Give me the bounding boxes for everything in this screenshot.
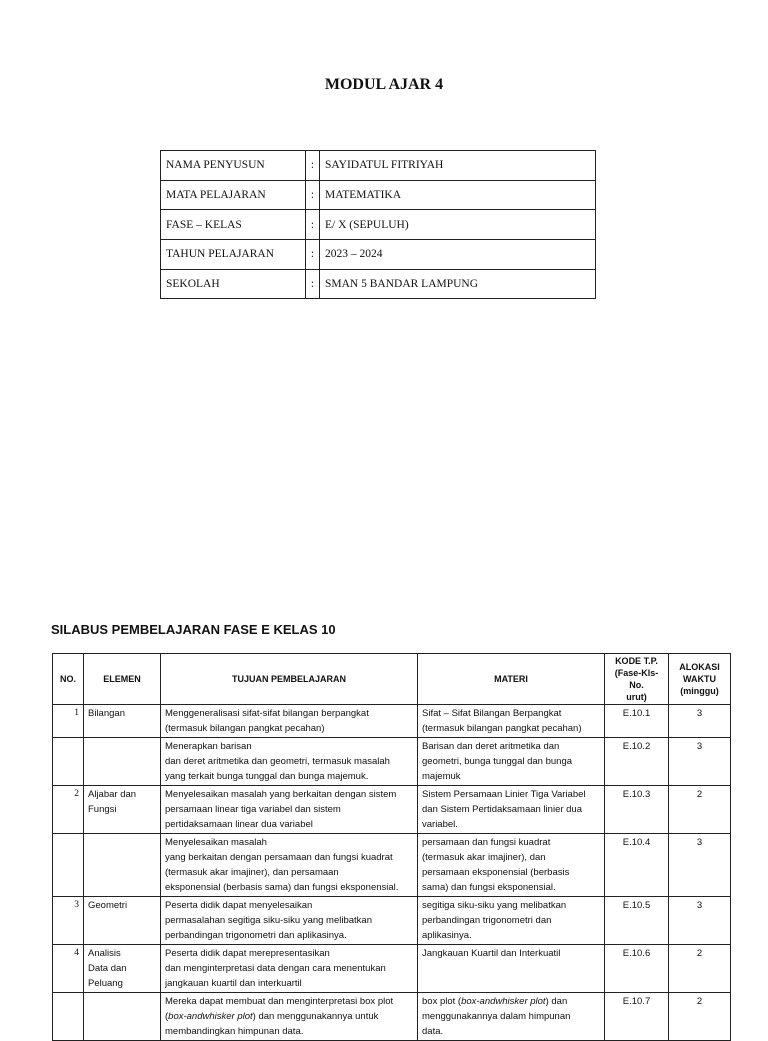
- row-tujuan: Menerapkan barisan dan deret aritmetika dan geometri, termasuk masalah yang terkait bunga tunggal dan bunga majemuk.: [161, 738, 418, 786]
- info-label: NAMA PENYUSUN: [161, 151, 306, 181]
- tujuan-text: Mereka dapat membuat dan menginterpretasi box plot (: [165, 996, 394, 1022]
- table-row: [53, 705, 731, 738]
- row-no: 3: [53, 897, 84, 945]
- info-label: SEKOLAH: [161, 269, 306, 299]
- row-alokasi: 2: [669, 945, 731, 993]
- info-row: [161, 180, 596, 210]
- row-elemen: Analisis Data dan Peluang: [84, 945, 161, 993]
- row-elemen: [84, 834, 161, 897]
- row-materi: Sifat – Sifat Bilangan Berpangkat (termasuk bilangan pangkat pecahan): [418, 705, 605, 738]
- row-kode: E.10.4: [605, 834, 669, 897]
- row-materi: [418, 993, 605, 1041]
- info-row: [161, 240, 596, 270]
- row-kode: E.10.6: [605, 945, 669, 993]
- syllabus-header-row: [53, 654, 731, 705]
- row-materi: segitiga siku-siku yang melibatkan perbandingan trigonometri dan aplikasinya.: [418, 897, 605, 945]
- row-no: [53, 834, 84, 897]
- info-row: [161, 210, 596, 240]
- author-info-table: [160, 150, 596, 299]
- page-title: MODUL AJAR 4: [324, 76, 444, 93]
- row-kode: E.10.1: [605, 705, 669, 738]
- row-tujuan: Menyelesaikan masalah yang berkaitan dengan sistem persamaan linear tiga variabel dan sistem pertidaksamaan linear dua variabel: [161, 786, 418, 834]
- header-alokasi: ALOKASI WAKTU (minggu): [669, 654, 731, 705]
- row-materi: Barisan dan deret aritmetika dan geometri, bunga tunggal dan bunga majemuk: [418, 738, 605, 786]
- info-separator: :: [306, 180, 320, 210]
- row-kode: E.10.5: [605, 897, 669, 945]
- row-alokasi: 3: [669, 705, 731, 738]
- info-value: SAYIDATUL FITRIYAH: [320, 151, 596, 181]
- row-tujuan: [161, 993, 418, 1041]
- row-kode: E.10.7: [605, 993, 669, 1041]
- info-separator: :: [306, 151, 320, 181]
- row-materi: Sistem Persamaan Linier Tiga Variabel dan Sistem Pertidaksamaan linier dua variabel.: [418, 786, 605, 834]
- row-materi: Jangkauan Kuartil dan Interkuatil: [418, 945, 605, 993]
- row-no: [53, 993, 84, 1041]
- table-row: [53, 834, 731, 897]
- row-tujuan: Menggeneralisasi sifat-sifat bilangan berpangkat (termasuk bilangan pangkat pecahan): [161, 705, 418, 738]
- row-no: 2: [53, 786, 84, 834]
- row-no: 1: [53, 705, 84, 738]
- materi-text: box plot (: [422, 996, 462, 1007]
- info-separator: :: [306, 210, 320, 240]
- row-elemen: [84, 738, 161, 786]
- header-materi: MATERI: [418, 654, 605, 705]
- row-kode: E.10.2: [605, 738, 669, 786]
- table-row: [53, 786, 731, 834]
- header-elemen: ELEMEN: [84, 654, 161, 705]
- header-tujuan: TUJUAN PEMBELAJARAN: [161, 654, 418, 705]
- row-alokasi: 2: [669, 993, 731, 1041]
- row-elemen: [84, 993, 161, 1041]
- info-separator: :: [306, 240, 320, 270]
- row-no: 4: [53, 945, 84, 993]
- row-elemen: Aljabar dan Fungsi: [84, 786, 161, 834]
- table-row: [53, 945, 731, 993]
- header-kode: KODE T.P. (Fase-Kls-No. urut): [605, 654, 669, 705]
- tujuan-text-end: ) dan menggunakannya untuk membandingkan himpunan data.: [165, 1011, 379, 1037]
- info-row: [161, 269, 596, 299]
- row-alokasi: 2: [669, 786, 731, 834]
- materi-italic-text: box-andwhisker plot: [461, 996, 546, 1007]
- row-elemen: Bilangan: [84, 705, 161, 738]
- row-alokasi: 3: [669, 897, 731, 945]
- row-kode: E.10.3: [605, 786, 669, 834]
- row-materi: persamaan dan fungsi kuadrat (termasuk akar imajiner), dan persamaan eksponensial (berbasis sama) dan fungsi eksponensial.: [418, 834, 605, 897]
- info-separator: :: [306, 269, 320, 299]
- info-label: FASE – KELAS: [161, 210, 306, 240]
- info-value: 2023 – 2024: [320, 240, 596, 270]
- table-row: [53, 897, 731, 945]
- table-row: [53, 993, 731, 1041]
- row-alokasi: 3: [669, 834, 731, 897]
- header-no: NO.: [53, 654, 84, 705]
- info-label: TAHUN PELAJARAN: [161, 240, 306, 270]
- tujuan-italic-text: box-andwhisker plot: [168, 1011, 253, 1022]
- materi-text-end: ) dan menggunakannya dalam himpunan data.: [422, 996, 571, 1037]
- syllabus-heading: SILABUS PEMBELAJARAN FASE E KELAS 10: [51, 622, 336, 637]
- info-value: E/ X (SEPULUH): [320, 210, 596, 240]
- row-tujuan: Peserta didik dapat merepresentasikan dan menginterpretasi data dengan cara menentukan jangkauan kuartil dan interkuartil: [161, 945, 418, 993]
- row-tujuan: Peserta didik dapat menyelesaikan permasalahan segitiga siku-siku yang melibatkan perbandingan trigonometri dan aplikasinya.: [161, 897, 418, 945]
- table-row: [53, 738, 731, 786]
- row-no: [53, 738, 84, 786]
- row-tujuan: Menyelesaikan masalah yang berkaitan dengan persamaan dan fungsi kuadrat (termasuk akar imajiner), dan persamaan eksponensial (berbasis sama) dan fungsi eksponensial.: [161, 834, 418, 897]
- info-value: SMAN 5 BANDAR LAMPUNG: [320, 269, 596, 299]
- info-label: MATA PELAJARAN: [161, 180, 306, 210]
- info-value: MATEMATIKA: [320, 180, 596, 210]
- syllabus-table: [52, 653, 731, 1041]
- row-alokasi: 3: [669, 738, 731, 786]
- row-elemen: Geometri: [84, 897, 161, 945]
- info-row: [161, 151, 596, 181]
